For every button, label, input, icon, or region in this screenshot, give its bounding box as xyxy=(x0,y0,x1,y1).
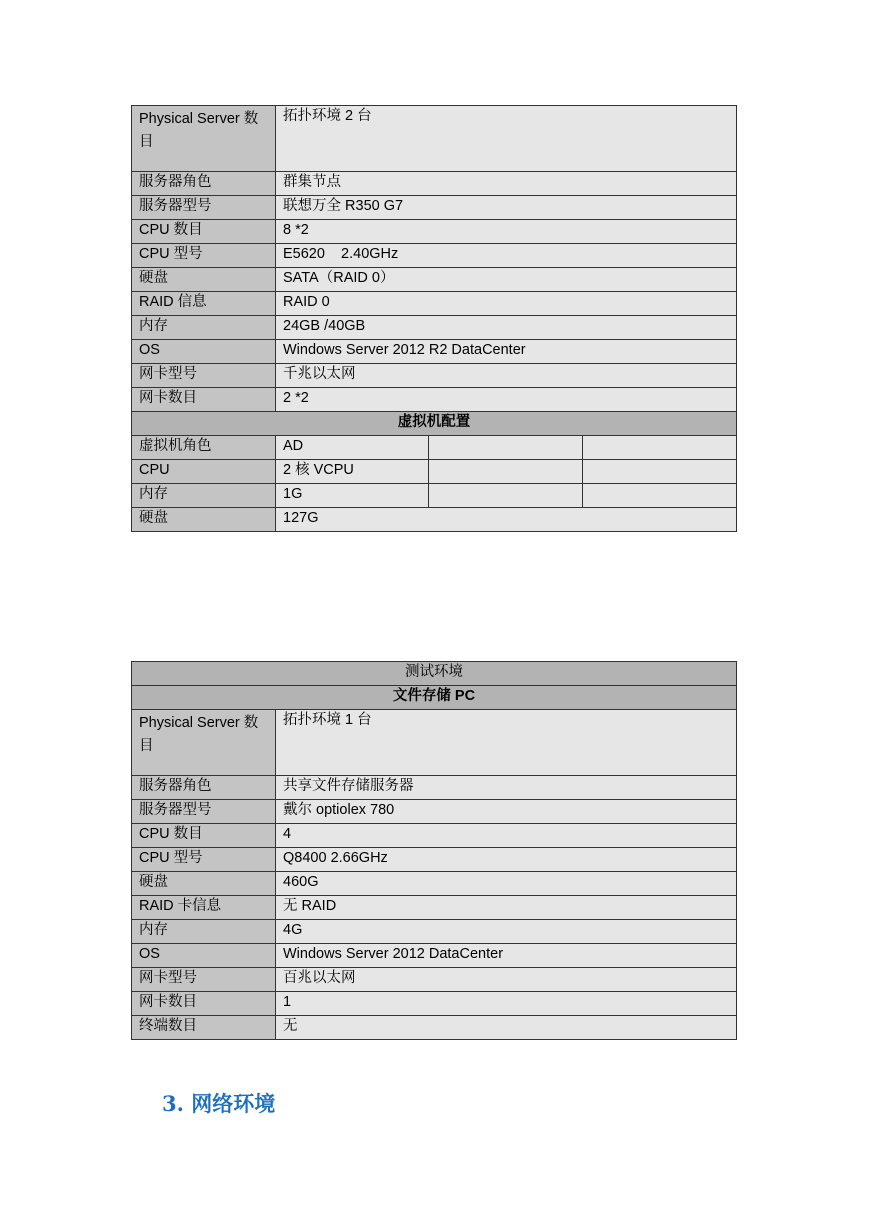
empty-cell xyxy=(583,436,737,460)
row-label: CPU 型号 xyxy=(132,244,276,268)
section-heading: 3. 网络环境 xyxy=(162,1091,276,1116)
table-row xyxy=(132,848,737,872)
table-row xyxy=(132,710,737,776)
row-label: CPU 数目 xyxy=(132,824,276,848)
table-section-header xyxy=(132,412,737,436)
row-label: RAID 信息 xyxy=(132,292,276,316)
empty-cell xyxy=(583,484,737,508)
row-label: 硬盘 xyxy=(132,268,276,292)
row-value: SATA（RAID 0） xyxy=(276,268,737,292)
row-label: CPU xyxy=(132,460,276,484)
table-row xyxy=(132,436,737,460)
row-value: 共享文件存储服务器 xyxy=(276,776,737,800)
row-label: 硬盘 xyxy=(132,872,276,896)
table-row xyxy=(132,388,737,412)
row-value: 8 *2 xyxy=(276,220,737,244)
row-label: 内存 xyxy=(132,920,276,944)
table-row xyxy=(132,484,737,508)
table-row xyxy=(132,992,737,1016)
row-value: 2 *2 xyxy=(276,388,737,412)
row-label: 内存 xyxy=(132,484,276,508)
table-row xyxy=(132,244,737,268)
table-row xyxy=(132,292,737,316)
row-label: OS xyxy=(132,340,276,364)
row-label: 服务器型号 xyxy=(132,196,276,220)
table-row xyxy=(132,340,737,364)
row-value: 4 xyxy=(276,824,737,848)
empty-cell xyxy=(429,460,583,484)
row-label: 内存 xyxy=(132,316,276,340)
table-row xyxy=(132,920,737,944)
table-row xyxy=(132,220,737,244)
row-value: 群集节点 xyxy=(276,172,737,196)
test-environment-table xyxy=(131,661,737,1040)
table-row xyxy=(132,776,737,800)
row-label: OS xyxy=(132,944,276,968)
row-label: 硬盘 xyxy=(132,508,276,532)
row-value: 127G xyxy=(276,508,737,532)
vm-config-header: 虚拟机配置 xyxy=(132,412,737,436)
row-label: 网卡型号 xyxy=(132,364,276,388)
row-label: Physical Server 数目 xyxy=(132,106,276,172)
row-label: 网卡型号 xyxy=(132,968,276,992)
table-row xyxy=(132,968,737,992)
table-row xyxy=(132,460,737,484)
empty-cell xyxy=(429,436,583,460)
table-row xyxy=(132,106,737,172)
table-title-row xyxy=(132,662,737,686)
table-row xyxy=(132,172,737,196)
row-label: 虚拟机角色 xyxy=(132,436,276,460)
row-label: Physical Server 数目 xyxy=(132,710,276,776)
row-value: 无 RAID xyxy=(276,896,737,920)
table-subtitle: 文件存储 PC xyxy=(132,686,737,710)
row-value: 百兆以太网 xyxy=(276,968,737,992)
table-row xyxy=(132,508,737,532)
table-row xyxy=(132,364,737,388)
table-row xyxy=(132,800,737,824)
row-label: CPU 型号 xyxy=(132,848,276,872)
row-label: RAID 卡信息 xyxy=(132,896,276,920)
table-row xyxy=(132,896,737,920)
row-label: 服务器角色 xyxy=(132,172,276,196)
row-value: 4G xyxy=(276,920,737,944)
row-value: 24GB /40GB xyxy=(276,316,737,340)
table-row xyxy=(132,944,737,968)
row-value: 460G xyxy=(276,872,737,896)
row-value: 1 xyxy=(276,992,737,1016)
row-value: 无 xyxy=(276,1016,737,1040)
empty-cell xyxy=(583,460,737,484)
row-label: 网卡数目 xyxy=(132,388,276,412)
row-value: 千兆以太网 xyxy=(276,364,737,388)
row-value: 联想万全 R350 G7 xyxy=(276,196,737,220)
row-label: 服务器角色 xyxy=(132,776,276,800)
row-value: AD xyxy=(276,436,429,460)
empty-cell xyxy=(429,484,583,508)
row-label: CPU 数目 xyxy=(132,220,276,244)
row-label: 终端数目 xyxy=(132,1016,276,1040)
table-row xyxy=(132,316,737,340)
row-value: 1G xyxy=(276,484,429,508)
table-title: 测试环境 xyxy=(132,662,737,686)
row-value: 拓扑环境 2 台 xyxy=(276,106,737,172)
row-value: Windows Server 2012 DataCenter xyxy=(276,944,737,968)
table-row xyxy=(132,1016,737,1040)
table-row xyxy=(132,196,737,220)
table-row xyxy=(132,268,737,292)
row-value: 戴尔 optiolex 780 xyxy=(276,800,737,824)
row-value: 2 核 VCPU xyxy=(276,460,429,484)
row-value: 拓扑环境 1 台 xyxy=(276,710,737,776)
row-value: Windows Server 2012 R2 DataCenter xyxy=(276,340,737,364)
table-subtitle-row xyxy=(132,686,737,710)
table-row xyxy=(132,872,737,896)
row-value: E5620 2.40GHz xyxy=(276,244,737,268)
row-label: 服务器型号 xyxy=(132,800,276,824)
row-value: RAID 0 xyxy=(276,292,737,316)
row-label: 网卡数目 xyxy=(132,992,276,1016)
physical-server-spec-table xyxy=(131,105,737,532)
row-value: Q8400 2.66GHz xyxy=(276,848,737,872)
table-row xyxy=(132,824,737,848)
